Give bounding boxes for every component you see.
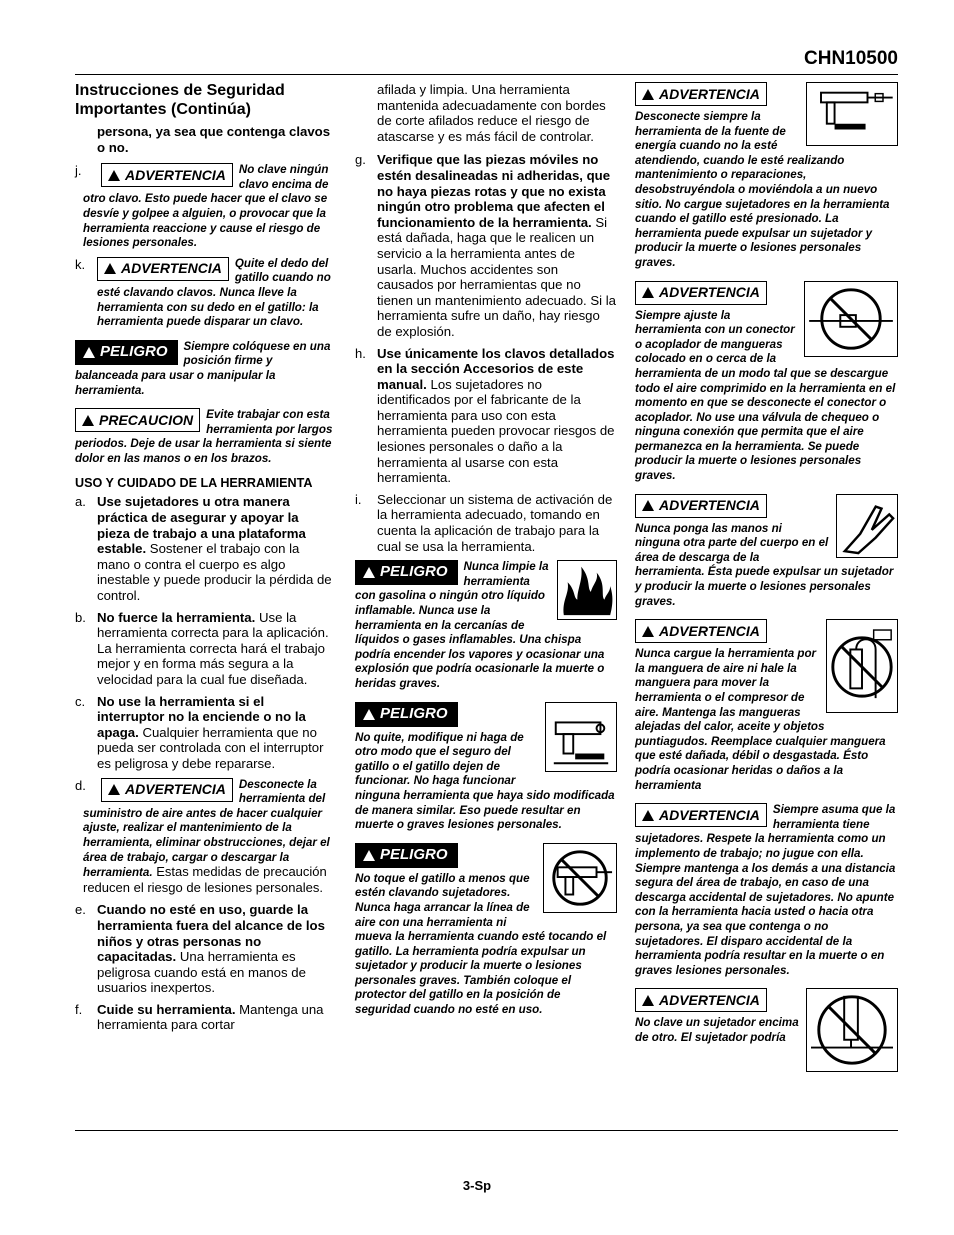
peligro-flammable-block <box>355 560 617 691</box>
item-h: h. Use únicamente los clavos detallados en la sección Accesorios de este manual. Los sujetadores no identificados por el fabricante de la herramienta para uso con esta herramienta pueden provocar riesgos de lesiones personales o daño a la herramienta al usarse con esta herramienta. <box>355 345 615 486</box>
precaucion-block <box>75 408 333 466</box>
nailer-trigger-icon <box>545 702 617 772</box>
warning-text: Evite trabajar con esta herramienta por largos periodos. Deje de usar la herramienta si siente dolor en las manos o en los brazos. <box>75 408 333 465</box>
warning-triangle-icon <box>104 263 116 274</box>
advertencia-badge: ADVERTENCIA <box>635 619 767 643</box>
advertencia-badge: ADVERTENCIA <box>101 778 233 802</box>
advertencia-coupler-block <box>635 281 898 484</box>
item-g: g. Verifique que las piezas móviles no estén desalineadas ni adheridas, que no haya piezas rotas y que no exista ningún otro problema que afecten el funcionamiento de la herramienta. Si está dañada, haga que le realicen un servicio a la herramienta antes de usarla. Muchos accidentes son causados por herramientas que no tienen un mantenimiento adecuado. Si la herramienta sufre un daño, hay riesgo de explosión. <box>355 152 617 339</box>
warning-text: Siempre asuma que la herramienta tiene sujetadores. Respete la herramienta como un implemento de trabajo; no jugue con ella. Siempre mantenga a los demás a una distancia segura del área de trabajo, en caso de una descarga accidental de sujetadores. No apunte con la herramienta hacia usted o hacia otra persona, ya sea que contenga o no sujetadores. El disparo accidental de la herramienta podría resultar en la muerte o en graves lesiones personales. <box>635 803 896 977</box>
peligro-badge: PELIGRO <box>355 843 458 868</box>
subsection-title: USO Y CUIDADO DE LA HERRAMIENTA <box>75 476 313 491</box>
warning-triangle-icon <box>642 626 654 637</box>
warning-text: No clave un sujetador encima de otro. El sujetador podría <box>635 1016 799 1044</box>
fire-icon <box>557 560 617 620</box>
peligro-badge: PELIGRO <box>355 702 458 727</box>
item-f-continued: afilada y limpia. Una herramienta mantenida adecuadamente con bordes de corte afilados reduce el riesgo de atascarse y es más fácil de controlar. <box>377 82 606 144</box>
advertencia-hands-block <box>635 494 898 610</box>
no-trigger-icon <box>543 843 617 913</box>
advertencia-badge: ADVERTENCIA <box>635 281 767 305</box>
column-1 <box>75 82 333 1039</box>
warning-text: Quite el dedo del gatillo cuando no esté clavando clavos. Nunca lleve la herramienta con su dedo en el gatillo: la herramienta puede disparar un clavo. <box>97 256 331 329</box>
peligro-badge: PELIGRO <box>75 340 178 365</box>
item-letter: k. <box>75 256 86 272</box>
no-stacked-fastener-icon <box>806 988 898 1072</box>
peligro-badge: PELIGRO <box>355 560 458 585</box>
warning-text: Nunca ponga las manos ni ninguna otra parte del cuerpo en el área de descarga de la herramienta. Ésta puede expulsar un sujetador y producir la muerte o lesiones personales graves. <box>635 521 894 608</box>
warning-text: Desconecte siempre la herramienta de la fuente de energía cuando no la esté atendiendo, cuando le esté realizando mantenimiento o reparaciones, desobstruyéndola o moviéndola a un nuevo sitio. No cargue sujetadores en la herramienta cuando el gatillo esté presionado. La herramienta puede expulsar un sujetador y producir la muerte o lesiones personales graves. <box>635 110 890 269</box>
warning-triangle-icon <box>108 170 120 181</box>
item-a: a. Use sujetadores u otra manera práctica de asegurar y apoyar la pieza de trabajo a una plataforma estable. Sostener el trabajo con la mano o contra el cuerpo es algo inestable y puede producir la pérdida de control. <box>75 494 332 604</box>
peligro-trigger-block <box>355 702 617 833</box>
no-carry-hose-icon <box>826 619 898 713</box>
warning-triangle-icon <box>642 500 654 511</box>
advertencia-stack-block <box>635 988 898 1075</box>
advertencia-badge: ADVERTENCIA <box>635 803 767 827</box>
precaucion-badge: PRECAUCION <box>75 408 200 432</box>
page-number: 3-Sp <box>462 1178 492 1193</box>
warning-triangle-icon <box>642 810 654 821</box>
warning-text: Nunca cargue la herramienta por la manguera de aire ni hale la manguera para mover la herramienta o el compresor de aire. Mantenga las mangueras alejadas del calor, aceite y objetos puntiagudos. Reemplace cualquier manguera que esté dañada, débil o desgastada. Ésto podría ocasionar heridas o daños a la herramienta <box>635 647 886 792</box>
warning-triangle-icon <box>108 784 120 795</box>
item-c: c. No use la herramienta si el interruptor no la enciende o no la apaga. Cualquier herramienta que no pueda ser controlada con el interruptor es peligrosa y debe repararse. <box>75 693 324 771</box>
warning-text: Siempre colóquese en una posición firme y balanceada para usar o manipular la herramienta. <box>75 339 331 397</box>
item-k <box>75 257 333 330</box>
item-d: d. ADVERTENCIA Desconecte la herramienta del suministro de aire antes de hacer cualquier ajuste, realizar el mantenimiento de la herramienta, eliminar obstrucciones, dejar el área de trabajo, cargar o descargar la herramienta. Estas medidas de precaución reducen el riesgo de lesiones personales. <box>75 777 330 895</box>
warning-text: Desconecte la herramienta del suministro de aire antes de hacer cualquier ajuste, realizar el mantenimiento de la herramienta, eliminar obstrucciones, dejar el área de trabajo, cargar o descargar la herramienta. <box>83 777 330 880</box>
warning-text: Siempre ajuste la herramienta con un conector o acoplador de mangueras colocado en o cerca de la herramienta de un modo tal que se descargue todo el aire comprimido en la herramienta en el momento en que se desconecte el conector o acoplador. No use una válvula de chequeo o ninguna conexión que permita que el aire permanezca en la herramienta. Se puede producir la muerte o lesiones personales graves. <box>635 308 896 483</box>
warning-text: No toque el gatillo a menos que estén clavando sujetadores. Nunca haga arrancar la línea de aire con una herramienta ni mueva la herramienta cuando esté tocando el gatillo. La herramienta podría expulsar un sujetador y producir la muerte o lesiones personales graves. También coloque el protector del gatillo en la posición de seguridad cuando no esté en uso. <box>355 871 607 1017</box>
warning-triangle-icon <box>363 709 375 720</box>
hand-icon <box>836 494 898 558</box>
advertencia-disconnect-block <box>635 82 898 271</box>
nailer-disconnect-icon <box>806 82 898 146</box>
advertencia-badge: ADVERTENCIA <box>635 82 767 106</box>
warning-triangle-icon <box>82 415 94 426</box>
warning-text: No clave ningún clavo encima de otro clavo. Esto puede hacer que el clavo se desvíe y golpee a alguien, o provocar que la herramienta reaccione y cause el riesgo de lesiones personales. <box>83 163 329 250</box>
item-f: f. Cuide su herramienta. Mantenga una herramienta para cortar <box>75 1001 324 1033</box>
item-j <box>75 163 333 251</box>
item-i: i. Seleccionar un sistema de activación de la herramienta adecuado, tomando en cuenta la aplicación de trabajo para la cual se usa la herramienta. <box>355 491 613 554</box>
warning-triangle-icon <box>83 347 95 358</box>
warning-triangle-icon <box>363 850 375 861</box>
continued-text: persona, ya sea que contenga clavos o no. <box>97 124 331 155</box>
warning-triangle-icon <box>642 89 654 100</box>
advertencia-badge: ADVERTENCIA <box>97 257 229 281</box>
model-number: CHN10500 <box>804 48 898 69</box>
advertencia-respect-block <box>635 803 898 978</box>
item-e: e. Cuando no esté en uso, guarde la herramienta fuera del alcance de los niños y otras personas no capacitadas. Una herramienta es peligrosa cuando está en manos de usuarios inexpertos. <box>75 902 325 996</box>
advertencia-hose-block <box>635 619 898 793</box>
advertencia-badge: ADVERTENCIA <box>101 163 233 187</box>
item-b: b. No fuerce la herramienta. Use la herramienta correcta para la aplicación. La herramienta correcta hará el trabajo mejor y en forma más segura a la velocidad para la cual fue diseñada. <box>75 609 329 687</box>
warning-triangle-icon <box>642 287 654 298</box>
peligro-trigger-touch-block <box>355 843 617 1018</box>
no-check-valve-icon <box>804 281 898 357</box>
warning-text: Nunca limpie la herramienta con gasolina o ningún otro líquido inflamable. Nunca use la herramienta en la cercanías de líquidos o gases inflamables. Una chispa podría encender los vapores y ocasionar una explosión que podría ocasionarle la muerte o heridas graves. <box>355 560 605 690</box>
peligro-block <box>75 340 333 398</box>
column-2 <box>355 82 617 1018</box>
advertencia-badge: ADVERTENCIA <box>635 988 767 1012</box>
column-3 <box>635 82 898 1075</box>
section-title: Instrucciones de Seguridad Importantes (Continúa) <box>75 82 285 118</box>
advertencia-badge: ADVERTENCIA <box>635 494 767 518</box>
bottom-rule <box>75 1130 898 1131</box>
warning-triangle-icon <box>363 567 375 578</box>
top-rule <box>75 74 898 75</box>
warning-text: No quite, modifique ni haga de otro modo que el seguro del gatillo o el gatillo dejen de funcionar. No haga funcionar ninguna herramienta que haya sido modificada de manera similar. Eso puede resultar en muerte o graves lesiones personales. <box>355 730 615 832</box>
item-letter: j. <box>75 163 82 179</box>
warning-triangle-icon <box>642 995 654 1006</box>
